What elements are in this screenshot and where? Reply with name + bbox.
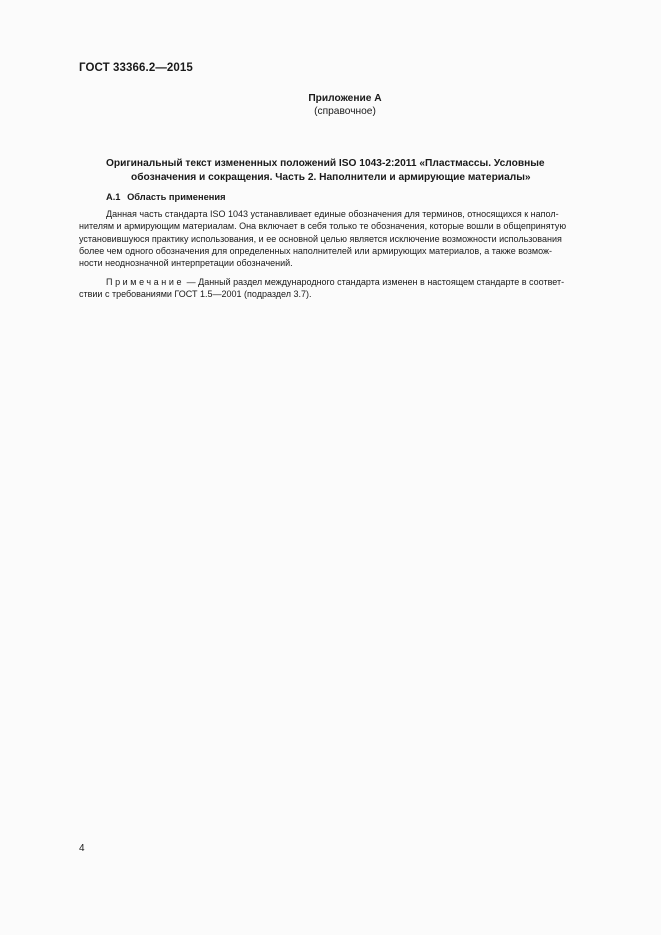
scope-paragraph <box>79 208 599 269</box>
note-paragraph <box>79 276 599 301</box>
paragraph-line: Данная часть стандарта ISO 1043 устанавливает единые обозначения для терминов, относящихся к напол- <box>106 209 559 219</box>
section-heading <box>106 192 226 202</box>
note-line-2: ствии с требованиями ГОСТ 1.5—2001 (подраздел 3.7). <box>79 289 312 300</box>
paragraph-line: установившуюся практику использования, и ее основной целью является исключение возможности использования <box>79 233 562 244</box>
section-number: A.1 <box>106 192 121 202</box>
paragraph-line: более чем одного обозначения для определенных наполнителей или армирующих материалов, а также возмож- <box>79 245 553 256</box>
document-title <box>79 157 591 185</box>
page-number: 4 <box>79 843 85 854</box>
note-label: Примечание <box>106 277 185 287</box>
section-title: Область применения <box>127 192 226 202</box>
annex-type: (справочное) <box>314 106 376 117</box>
document-title-line-2: обозначения и сокращения. Часть 2. Наполнители и армирующие материалы» <box>131 172 531 183</box>
note-text: — Данный раздел международного стандарта изменен в настоящем стандарте в соответ- <box>184 277 565 287</box>
note-line-1 <box>79 276 599 288</box>
document-title-line-1: Оригинальный текст измененных положений ISO 1043-2:2011 «Пластмассы. Условные <box>106 158 545 169</box>
paragraph-line: ности неоднозначной интерпретации обозначений. <box>79 258 293 269</box>
standard-code-header: ГОСТ 33366.2—2015 <box>79 62 193 74</box>
annex-title: Приложение А <box>308 93 382 104</box>
paragraph-line: нителям и армирующим материалам. Она включает в себя только те обозначения, которые вошли в общепринятую <box>79 221 567 232</box>
annex-heading <box>250 92 440 118</box>
